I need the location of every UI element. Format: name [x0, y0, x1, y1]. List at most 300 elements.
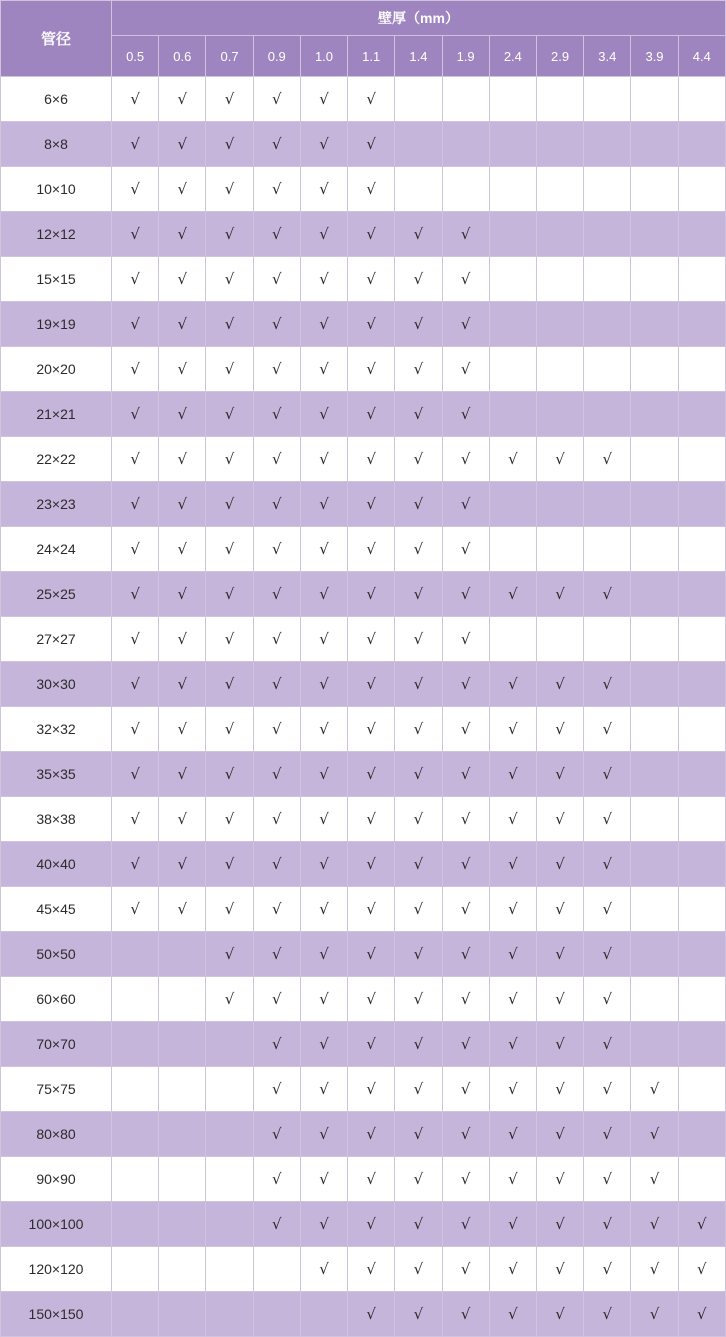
availability-cell-available — [159, 302, 206, 347]
availability-cell-available — [442, 257, 489, 302]
row-header-pipe-size: 23×23 — [1, 482, 112, 527]
table-row — [1, 77, 726, 122]
availability-cell-available — [300, 1067, 347, 1112]
check-icon: √ — [460, 360, 471, 378]
availability-cell-available — [300, 752, 347, 797]
check-icon: √ — [319, 1215, 329, 1233]
availability-cell-available — [442, 617, 489, 662]
check-icon: √ — [271, 675, 282, 693]
check-icon: √ — [224, 360, 235, 378]
check-icon: √ — [271, 1125, 282, 1143]
availability-cell-available — [112, 392, 159, 437]
check-icon: √ — [130, 405, 140, 423]
availability-cell-available — [300, 437, 347, 482]
check-icon: √ — [649, 1125, 660, 1143]
availability-cell-available — [442, 212, 489, 257]
check-icon: √ — [177, 450, 188, 468]
availability-cell-empty — [631, 527, 678, 572]
availability-cell-available — [159, 392, 206, 437]
check-icon: √ — [130, 855, 140, 873]
check-icon: √ — [177, 405, 188, 423]
check-icon: √ — [413, 675, 424, 693]
check-icon: √ — [271, 1080, 282, 1098]
availability-cell-available — [442, 932, 489, 977]
availability-cell-empty — [631, 842, 678, 887]
availability-cell-available — [112, 527, 159, 572]
check-icon: √ — [319, 630, 329, 648]
check-icon: √ — [366, 855, 376, 873]
availability-cell-available — [300, 212, 347, 257]
availability-cell-available — [253, 707, 300, 752]
availability-cell-available — [253, 1157, 300, 1202]
availability-cell-available — [631, 1202, 678, 1247]
availability-cell-available — [300, 1157, 347, 1202]
availability-cell-available — [348, 662, 395, 707]
availability-cell-empty — [631, 707, 678, 752]
availability-cell-empty — [678, 167, 725, 212]
availability-cell-available — [395, 797, 442, 842]
availability-cell-available — [206, 347, 253, 392]
availability-cell-available — [536, 662, 583, 707]
check-icon: √ — [602, 450, 613, 468]
check-icon: √ — [224, 945, 235, 963]
availability-cell-available — [442, 707, 489, 752]
availability-cell-available — [536, 887, 583, 932]
availability-cell-available — [442, 1157, 489, 1202]
check-icon: √ — [224, 495, 235, 513]
availability-cell-available — [395, 392, 442, 437]
availability-cell-available — [536, 1292, 583, 1337]
check-icon: √ — [555, 855, 565, 873]
check-icon: √ — [224, 675, 235, 693]
availability-cell-empty — [112, 1112, 159, 1157]
check-icon: √ — [508, 1305, 518, 1323]
availability-cell-available — [159, 797, 206, 842]
check-icon: √ — [508, 900, 518, 918]
availability-cell-available — [442, 302, 489, 347]
check-icon: √ — [508, 945, 518, 963]
check-icon: √ — [366, 675, 376, 693]
check-icon: √ — [460, 855, 471, 873]
availability-cell-available — [300, 977, 347, 1022]
row-header-pipe-size: 32×32 — [1, 707, 112, 752]
availability-cell-available — [678, 1247, 725, 1292]
check-icon: √ — [366, 540, 376, 558]
availability-cell-empty — [631, 122, 678, 167]
check-icon: √ — [508, 1260, 518, 1278]
availability-cell-available — [584, 1022, 631, 1067]
table-body — [1, 77, 726, 1337]
availability-cell-available — [489, 842, 536, 887]
availability-cell-empty — [536, 527, 583, 572]
availability-cell-available — [348, 167, 395, 212]
check-icon: √ — [555, 945, 565, 963]
check-icon: √ — [319, 675, 329, 693]
availability-cell-empty — [678, 1112, 725, 1157]
availability-cell-available — [253, 977, 300, 1022]
availability-cell-empty — [678, 572, 725, 617]
availability-cell-available — [348, 1022, 395, 1067]
check-icon: √ — [319, 945, 329, 963]
availability-cell-empty — [206, 1202, 253, 1247]
availability-cell-empty — [678, 392, 725, 437]
availability-cell-available — [206, 617, 253, 662]
check-icon: √ — [413, 945, 424, 963]
availability-cell-available — [348, 392, 395, 437]
check-icon: √ — [319, 1260, 329, 1278]
check-icon: √ — [130, 630, 140, 648]
availability-cell-empty — [631, 572, 678, 617]
availability-cell-empty — [678, 1157, 725, 1202]
availability-cell-available — [348, 257, 395, 302]
availability-cell-available — [536, 1247, 583, 1292]
availability-cell-available — [253, 392, 300, 437]
availability-cell-available — [489, 1067, 536, 1112]
availability-cell-empty — [536, 347, 583, 392]
check-icon: √ — [271, 270, 282, 288]
row-header-pipe-size: 12×12 — [1, 212, 112, 257]
availability-cell-empty — [489, 347, 536, 392]
check-icon: √ — [555, 720, 565, 738]
availability-cell-available — [253, 482, 300, 527]
availability-cell-empty — [631, 257, 678, 302]
availability-cell-available — [395, 707, 442, 752]
availability-cell-empty — [631, 662, 678, 707]
check-icon: √ — [319, 90, 329, 108]
availability-cell-available — [112, 752, 159, 797]
check-icon: √ — [366, 765, 376, 783]
availability-cell-available — [536, 437, 583, 482]
check-icon: √ — [271, 720, 282, 738]
availability-cell-empty — [584, 482, 631, 527]
check-icon: √ — [413, 630, 424, 648]
check-icon: √ — [130, 180, 140, 198]
availability-cell-empty — [678, 842, 725, 887]
check-icon: √ — [366, 1215, 376, 1233]
availability-cell-empty — [489, 527, 536, 572]
check-icon: √ — [460, 585, 471, 603]
check-icon: √ — [508, 1035, 518, 1053]
availability-cell-empty — [159, 1112, 206, 1157]
availability-cell-available — [489, 932, 536, 977]
check-icon: √ — [319, 540, 329, 558]
availability-cell-available — [395, 302, 442, 347]
check-icon: √ — [271, 1170, 282, 1188]
availability-cell-empty — [631, 212, 678, 257]
check-icon: √ — [460, 810, 471, 828]
check-icon: √ — [697, 1215, 707, 1233]
check-icon: √ — [271, 900, 282, 918]
availability-cell-empty — [584, 302, 631, 347]
availability-cell-available — [442, 752, 489, 797]
check-icon: √ — [366, 180, 376, 198]
check-icon: √ — [271, 1215, 282, 1233]
availability-cell-available — [584, 1247, 631, 1292]
availability-cell-available — [112, 212, 159, 257]
check-icon: √ — [413, 405, 424, 423]
availability-cell-available — [300, 167, 347, 212]
availability-cell-empty — [678, 122, 725, 167]
availability-cell-available — [584, 887, 631, 932]
availability-cell-empty — [112, 1067, 159, 1112]
row-header-pipe-size: 22×22 — [1, 437, 112, 482]
check-icon: √ — [413, 1260, 424, 1278]
check-icon: √ — [319, 1170, 329, 1188]
check-icon: √ — [224, 270, 235, 288]
availability-cell-available — [442, 1067, 489, 1112]
availability-cell-empty — [159, 1247, 206, 1292]
check-icon: √ — [602, 1035, 613, 1053]
check-icon: √ — [460, 720, 471, 738]
availability-cell-available — [489, 1157, 536, 1202]
availability-cell-available — [536, 1202, 583, 1247]
check-icon: √ — [177, 495, 188, 513]
availability-cell-available — [536, 572, 583, 617]
check-icon: √ — [366, 585, 376, 603]
availability-cell-available — [395, 1112, 442, 1157]
check-icon: √ — [508, 1215, 518, 1233]
availability-cell-available — [206, 167, 253, 212]
check-icon: √ — [271, 1035, 282, 1053]
check-icon: √ — [460, 990, 471, 1008]
availability-cell-available — [112, 572, 159, 617]
availability-cell-available — [536, 932, 583, 977]
availability-cell-empty — [631, 617, 678, 662]
check-icon: √ — [602, 1080, 613, 1098]
check-icon: √ — [224, 900, 235, 918]
check-icon: √ — [697, 1305, 707, 1323]
availability-cell-empty — [678, 887, 725, 932]
row-header-pipe-size: 60×60 — [1, 977, 112, 1022]
availability-cell-available — [253, 617, 300, 662]
availability-cell-available — [348, 797, 395, 842]
availability-cell-available — [206, 707, 253, 752]
availability-cell-empty — [489, 257, 536, 302]
check-icon: √ — [271, 585, 282, 603]
availability-cell-empty — [584, 122, 631, 167]
table-row — [1, 842, 726, 887]
availability-cell-empty — [489, 77, 536, 122]
availability-cell-empty — [678, 977, 725, 1022]
availability-cell-available — [300, 887, 347, 932]
check-icon: √ — [413, 855, 424, 873]
check-icon: √ — [649, 1215, 660, 1233]
availability-cell-available — [348, 707, 395, 752]
check-icon: √ — [602, 765, 613, 783]
check-icon: √ — [366, 315, 376, 333]
check-icon: √ — [555, 765, 565, 783]
check-icon: √ — [602, 1125, 613, 1143]
row-header-pipe-size: 35×35 — [1, 752, 112, 797]
row-header-pipe-size: 150×150 — [1, 1292, 112, 1337]
availability-cell-available — [159, 842, 206, 887]
check-icon: √ — [366, 1080, 376, 1098]
check-icon: √ — [460, 1125, 471, 1143]
row-header-pipe-size: 45×45 — [1, 887, 112, 932]
availability-cell-available — [442, 797, 489, 842]
row-header-pipe-size: 38×38 — [1, 797, 112, 842]
availability-cell-available — [395, 1202, 442, 1247]
check-icon: √ — [508, 1080, 518, 1098]
check-icon: √ — [555, 990, 565, 1008]
check-icon: √ — [177, 360, 188, 378]
check-icon: √ — [555, 1080, 565, 1098]
availability-cell-available — [253, 797, 300, 842]
availability-cell-available — [442, 1022, 489, 1067]
check-icon: √ — [224, 630, 235, 648]
availability-cell-empty — [584, 77, 631, 122]
check-icon: √ — [555, 675, 565, 693]
table-row — [1, 662, 726, 707]
availability-cell-available — [206, 392, 253, 437]
check-icon: √ — [319, 810, 329, 828]
check-icon: √ — [177, 855, 188, 873]
table-row — [1, 257, 726, 302]
availability-cell-empty — [112, 1157, 159, 1202]
availability-cell-available — [489, 1022, 536, 1067]
availability-cell-available — [159, 347, 206, 392]
table-row — [1, 1067, 726, 1112]
availability-cell-empty — [631, 932, 678, 977]
availability-cell-empty — [159, 932, 206, 977]
table-row — [1, 977, 726, 1022]
check-icon: √ — [555, 450, 565, 468]
availability-cell-empty — [206, 1157, 253, 1202]
check-icon: √ — [366, 90, 376, 108]
availability-cell-available — [348, 1202, 395, 1247]
availability-cell-available — [112, 617, 159, 662]
check-icon: √ — [224, 765, 235, 783]
availability-cell-available — [348, 887, 395, 932]
availability-cell-available — [300, 1112, 347, 1157]
check-icon: √ — [224, 810, 235, 828]
check-icon: √ — [555, 1125, 565, 1143]
check-icon: √ — [460, 450, 471, 468]
availability-cell-available — [584, 1157, 631, 1202]
availability-cell-empty — [206, 1112, 253, 1157]
check-icon: √ — [460, 315, 471, 333]
availability-cell-empty — [536, 122, 583, 167]
availability-cell-available — [678, 1202, 725, 1247]
availability-cell-available — [348, 932, 395, 977]
availability-cell-available — [442, 1247, 489, 1292]
row-header-pipe-size: 21×21 — [1, 392, 112, 437]
check-icon: √ — [271, 945, 282, 963]
availability-cell-available — [536, 977, 583, 1022]
availability-cell-available — [584, 707, 631, 752]
check-icon: √ — [460, 1080, 471, 1098]
availability-cell-available — [442, 572, 489, 617]
availability-cell-empty — [536, 167, 583, 212]
check-icon: √ — [413, 495, 424, 513]
check-icon: √ — [413, 450, 424, 468]
availability-cell-available — [206, 257, 253, 302]
table-row — [1, 482, 726, 527]
availability-cell-available — [253, 662, 300, 707]
check-icon: √ — [177, 810, 188, 828]
check-icon: √ — [271, 630, 282, 648]
check-icon: √ — [319, 225, 329, 243]
availability-cell-empty — [442, 77, 489, 122]
availability-cell-empty — [253, 1292, 300, 1337]
availability-cell-available — [159, 212, 206, 257]
availability-cell-empty — [300, 1292, 347, 1337]
check-icon: √ — [508, 450, 518, 468]
availability-cell-available — [253, 302, 300, 347]
row-header-pipe-size: 80×80 — [1, 1112, 112, 1157]
check-icon: √ — [602, 585, 613, 603]
availability-cell-empty — [489, 482, 536, 527]
check-icon: √ — [460, 405, 471, 423]
check-icon: √ — [366, 945, 376, 963]
availability-cell-empty — [442, 167, 489, 212]
availability-cell-available — [253, 887, 300, 932]
availability-cell-available — [300, 617, 347, 662]
check-icon: √ — [177, 900, 188, 918]
availability-cell-available — [159, 257, 206, 302]
check-icon: √ — [413, 1215, 424, 1233]
check-icon: √ — [460, 1260, 471, 1278]
availability-cell-empty — [112, 1022, 159, 1067]
check-icon: √ — [555, 900, 565, 918]
check-icon: √ — [508, 1125, 518, 1143]
table-row — [1, 1022, 726, 1067]
check-icon: √ — [555, 585, 565, 603]
availability-cell-available — [300, 1202, 347, 1247]
availability-cell-available — [442, 842, 489, 887]
check-icon: √ — [602, 720, 613, 738]
column-header-thickness: 0.7 — [206, 36, 253, 77]
availability-cell-available — [300, 572, 347, 617]
availability-cell-empty — [395, 122, 442, 167]
check-icon: √ — [319, 720, 329, 738]
check-icon: √ — [555, 1260, 565, 1278]
availability-cell-empty — [678, 437, 725, 482]
availability-cell-available — [159, 617, 206, 662]
check-icon: √ — [366, 900, 376, 918]
check-icon: √ — [177, 765, 188, 783]
check-icon: √ — [271, 135, 282, 153]
availability-cell-empty — [159, 1157, 206, 1202]
availability-cell-available — [536, 1112, 583, 1157]
availability-cell-empty — [489, 122, 536, 167]
row-header-pipe-size: 90×90 — [1, 1157, 112, 1202]
check-icon: √ — [130, 225, 140, 243]
check-icon: √ — [602, 675, 613, 693]
check-icon: √ — [130, 495, 140, 513]
check-icon: √ — [271, 765, 282, 783]
availability-cell-available — [112, 302, 159, 347]
check-icon: √ — [224, 315, 235, 333]
availability-cell-empty — [489, 167, 536, 212]
check-icon: √ — [602, 1305, 613, 1323]
check-icon: √ — [602, 900, 613, 918]
availability-cell-available — [253, 167, 300, 212]
availability-cell-available — [300, 527, 347, 572]
availability-cell-empty — [112, 1292, 159, 1337]
check-icon: √ — [460, 1215, 471, 1233]
check-icon: √ — [413, 1305, 424, 1323]
table-row — [1, 347, 726, 392]
row-header-pipe-size: 8×8 — [1, 122, 112, 167]
availability-cell-empty — [206, 1022, 253, 1067]
availability-cell-available — [159, 572, 206, 617]
availability-cell-available — [112, 437, 159, 482]
check-icon: √ — [413, 1035, 424, 1053]
availability-cell-available — [112, 482, 159, 527]
availability-cell-available — [348, 1067, 395, 1112]
check-icon: √ — [460, 630, 471, 648]
